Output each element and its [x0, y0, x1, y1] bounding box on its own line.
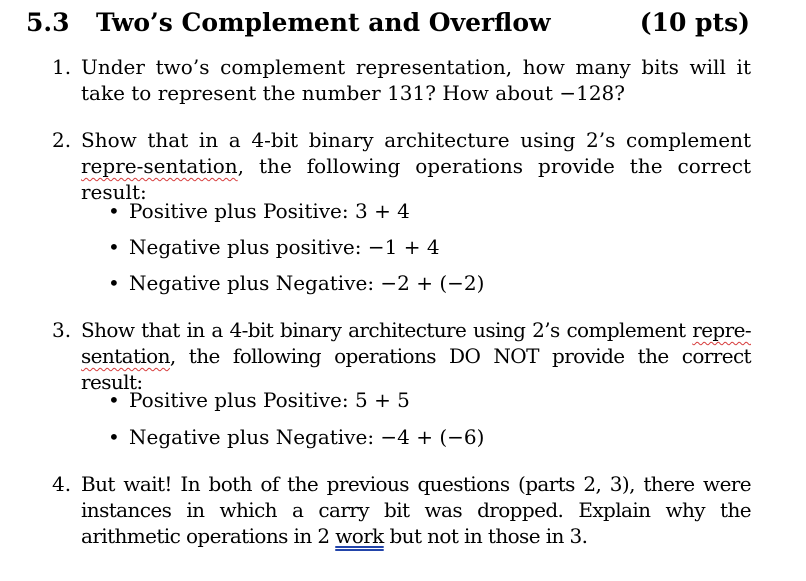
question-number: 2. [52, 128, 72, 152]
document-page: 5.3 Two’s Complement and Overflow (10 pts) 1. Under two’s complement representation, how many bits will it take to represent the number 131? How about −128? 2. Show that in a 4-bit binary architecture using 2’s complement repre-sentation, the following operations provide the correct result: • Positive plus Positive: 3 + 4 • Negative plus positive: −1 + 4 • Negative plus Negative: −2 + (−2) 3. Show that in a 4-bit binary architecture using 2’s complement repre-sentation, the following operations DO NOT provide the correct result: • Positive plus Positive: 5 + 5 • Negative plus Negative: −4 + (−6) 4. But wait! In both of the previous questions (parts 2, 3), there were instances in which a carry bit was dropped. Explain why the arithmetic operations in 2 work but not in those in 3. [26, 8, 751, 548]
underlined-word: work [335, 524, 384, 548]
section-title: Two’s Complement and Overflow [96, 8, 551, 37]
section-number: 5.3 [26, 8, 70, 37]
spellcheck-flagged-word: repre-sentation [81, 318, 751, 368]
question-text: Show that in a 4-bit binary architecture using 2’s complement repre-sentation, the following operations provide the correct result: [81, 128, 751, 204]
question-number: 4. [52, 472, 72, 496]
bullet-icon: • [108, 271, 120, 295]
question-text: Under two’s complement representation, how many bits will it take to represent the number 131? How about −128? [81, 55, 751, 105]
bullet-icon: • [108, 199, 120, 223]
question-text: Show that in a 4-bit binary architecture using 2’s complement repre-sentation, the following operations DO NOT provide the correct result: [81, 318, 751, 394]
question-number: 3. [52, 318, 72, 342]
bullet-icon: • [108, 388, 120, 412]
section-heading [26, 6, 750, 40]
bullet-icon: • [108, 425, 120, 449]
question-text: But wait! In both of the previous questions (parts 2, 3), there were instances in which a carry bit was dropped. Explain why the arithmetic operations in 2 work but not in those in 3. [81, 472, 751, 548]
question-number: 1. [52, 55, 72, 79]
section-points: (10 pts) [639, 8, 750, 37]
spellcheck-flagged-word: repre-sentation [81, 154, 238, 178]
bullet-icon: • [108, 235, 120, 259]
